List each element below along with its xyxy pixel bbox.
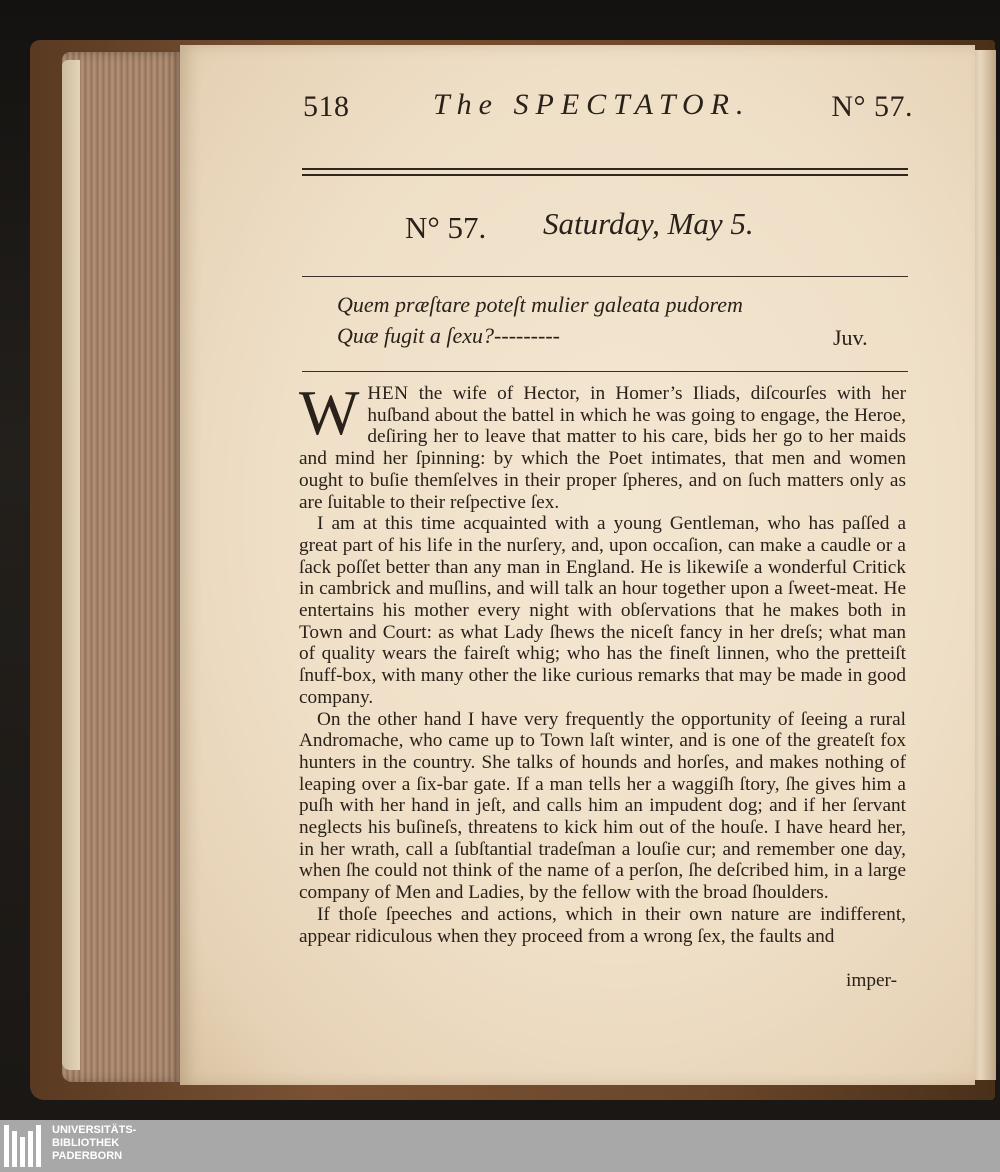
library-name-line-1: UNIVERSITÄTS- [52,1124,137,1136]
running-title: The SPECTATOR. [433,88,751,121]
motto-rule-top [302,276,908,277]
library-logo-icon [4,1125,44,1167]
catchword: imper- [846,970,898,991]
library-name-line-2: BIBLIOTHEK [52,1137,120,1149]
page-number: 518 [303,90,350,123]
running-issue-number: N° 57. [831,90,913,123]
paragraph-2: I am at this time acquainted with a young Gentleman, who has paſſed a great part of his life in the nurſery, and, upon occaſion, can make a caudle or a ſack poſſet better than any man in England. He is likewiſe a wonderful Critick in cambrick and muſlins, and will talk an hour together upon a ſweet-meat. He entertains his mother every night with obſervations that he makes both in Town and Court: as what Lady ſhews the niceſt fancy in her dreſs; what man of quality wears the faireſt whig; who has the fineſt linnen, who the pretteiſt ſnuff-box, with many other the like curious remarks that may be made in good company. [299,513,906,708]
page-block-edge [62,52,182,1082]
motto-line-2: Quæ fugit a ſexu?--------- [337,323,560,348]
paragraph-1-text: the wife of Hector, in Homer’s Iliads, diſcourſes with her huſband about the battel in which he was going to engage, the Heroe, deſiring her to leave that matter to his care, bids her go to her maids and mind her ſpinning: by which the Poet intimates, that men and women ought to buſie themſelves in their proper ſpheres, and on ſuch matters only as are ſuitable to their reſpective ſex. [299,383,906,513]
motto-source: Juv. [833,325,868,350]
essay-body [299,377,906,947]
head-rule-bottom [302,174,908,176]
library-name-line-3: PADERBORN [52,1150,123,1162]
paragraph-4: If thoſe ſpeeches and actions, which in their own nature are indifferent, appear ridiculous when they proceed from a wrong ſex, the faults and [299,903,906,947]
head-rule-top [302,168,908,170]
library-footer [0,1120,1000,1172]
paragraph-1 [299,377,906,513]
running-head [303,86,913,126]
motto-line-1: Quem præſtare poteſt mulier galeata pudorem [337,292,743,317]
drop-cap: W [299,377,360,448]
paragraph-3: On the other hand I have very frequently the opportunity of ſeeing a rural Andromache, who came up to Town laſt winter, and is one of the greateſt fox hunters in the country. She talks of hounds and horſes, and makes nothing of leaping over a ſix-bar gate. If a man tells her a waggiſh ſtory, ſhe gives him a puſh with her hand in jeſt, and calls him an impudent dog; and if her ſervant neglects his buſineſs, threatens to kick him out of the houſe. I have heard her, in her wrath, call a ſubſtantial tradeſman a louſie cur; and remember one day, when ſhe could not think of the name of a perſon, ſhe deſcribed him, in a large company of Men and Ladies, by the fellow with the broad ſhoulders. [299,708,906,904]
issue-number: N° 57. [405,210,487,245]
issue-date: Saturday, May 5. [543,206,754,241]
library-name [52,1124,136,1163]
first-word-rest: HEN [367,383,409,404]
page-block-highlight [62,60,80,1070]
motto-rule-bottom [302,371,908,372]
